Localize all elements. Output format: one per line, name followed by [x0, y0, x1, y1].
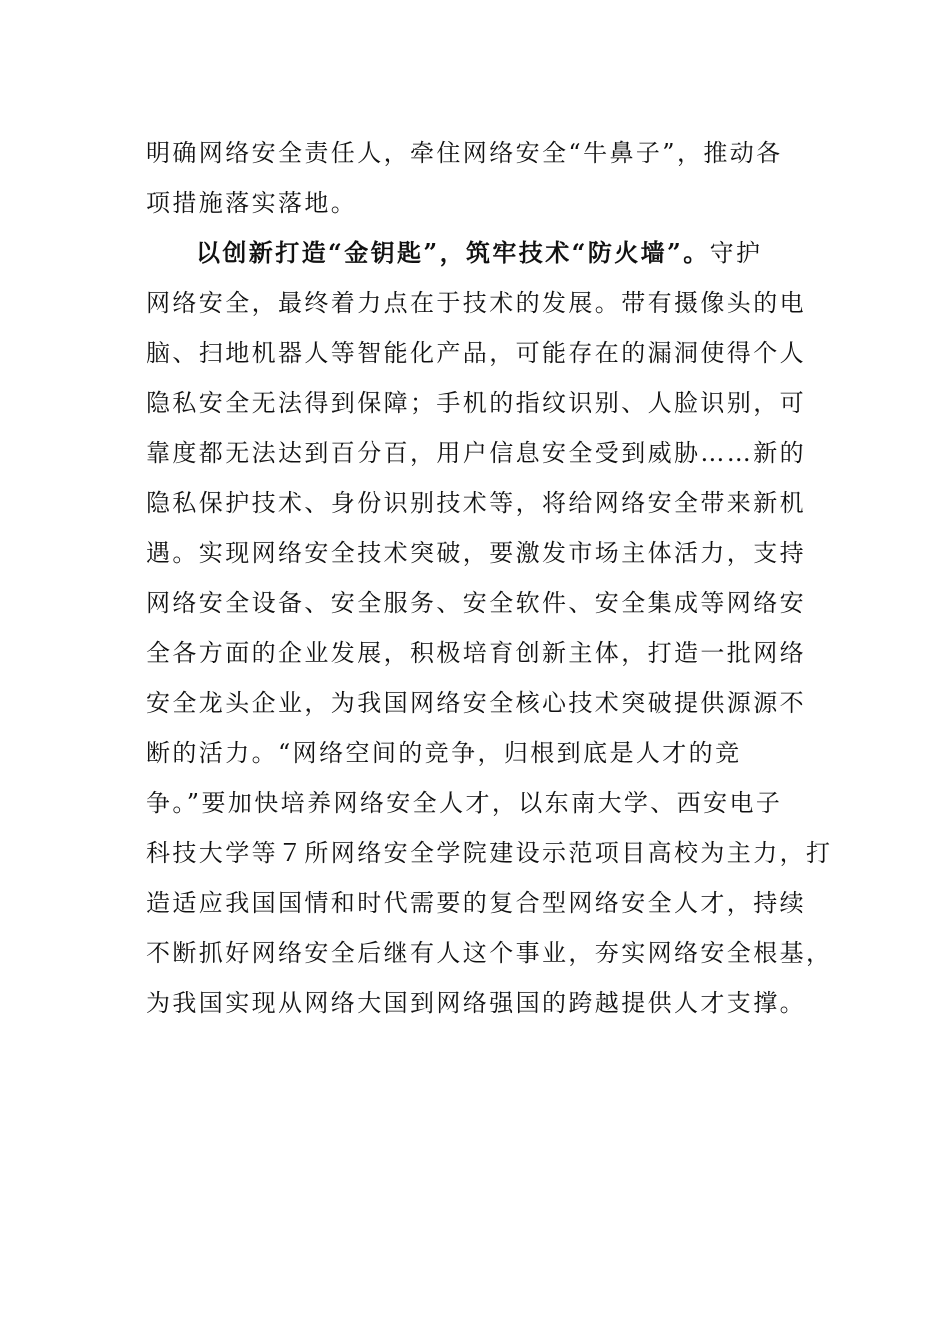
paragraph-2-line: 隐私安全无法得到保障；手机的指纹识别、人脸识别，可	[146, 389, 806, 417]
body-text	[146, 128, 833, 1028]
paragraph-2-line: 造适应我国国情和时代需要的复合型网络安全人才，持续	[146, 889, 806, 917]
paragraph-2-line-1	[146, 228, 806, 278]
paragraph-1-line-2: 项措施落实落地。	[146, 189, 358, 217]
paragraph-2-line: 科技大学等７所网络安全学院建设示范项目高校为主力，打	[146, 839, 833, 867]
paragraph-2-line: 脑、扫地机器人等智能化产品，可能存在的漏洞使得个人	[146, 339, 806, 367]
paragraph-2-line: 为我国实现从网络大国到网络强国的跨越提供人才支撑。	[146, 989, 806, 1017]
paragraph-2-line: 遇。实现网络安全技术突破，要激发市场主体活力，支持	[146, 539, 806, 567]
paragraph-2-line: 全各方面的企业发展，积极培育创新主体，打造一批网络	[146, 639, 806, 667]
paragraph-2-line: 隐私保护技术、身份识别技术等，将给网络安全带来新机	[146, 489, 806, 517]
paragraph-2-heading: 以创新打造“金钥匙”，筑牢技术“防火墙”。	[196, 238, 710, 267]
paragraph-2-line: 不断抓好网络安全后继有人这个事业，夯实网络安全根基，	[146, 939, 833, 967]
paragraph-2-heading-tail: 守护	[709, 239, 763, 267]
paragraph-2-line: 网络安全设备、安全服务、安全软件、安全集成等网络安	[146, 589, 806, 617]
paragraph-2-line: 网络安全，最终着力点在于技术的发展。带有摄像头的电	[146, 289, 806, 317]
paragraph-2-line: 靠度都无法达到百分百，用户信息安全受到威胁……新的	[146, 439, 806, 467]
paragraph-1-line-1: 明确网络安全责任人，牵住网络安全“牛鼻子”，推动各	[146, 139, 783, 167]
paragraph-2-line: 安全龙头企业，为我国网络安全核心技术突破提供源源不	[146, 689, 806, 717]
paragraph-2-line: 争。”要加快培养网络安全人才，以东南大学、西安电子	[146, 789, 783, 817]
paragraph-2-line: 断的活力。“网络空间的竞争，归根到底是人才的竞	[146, 739, 742, 767]
